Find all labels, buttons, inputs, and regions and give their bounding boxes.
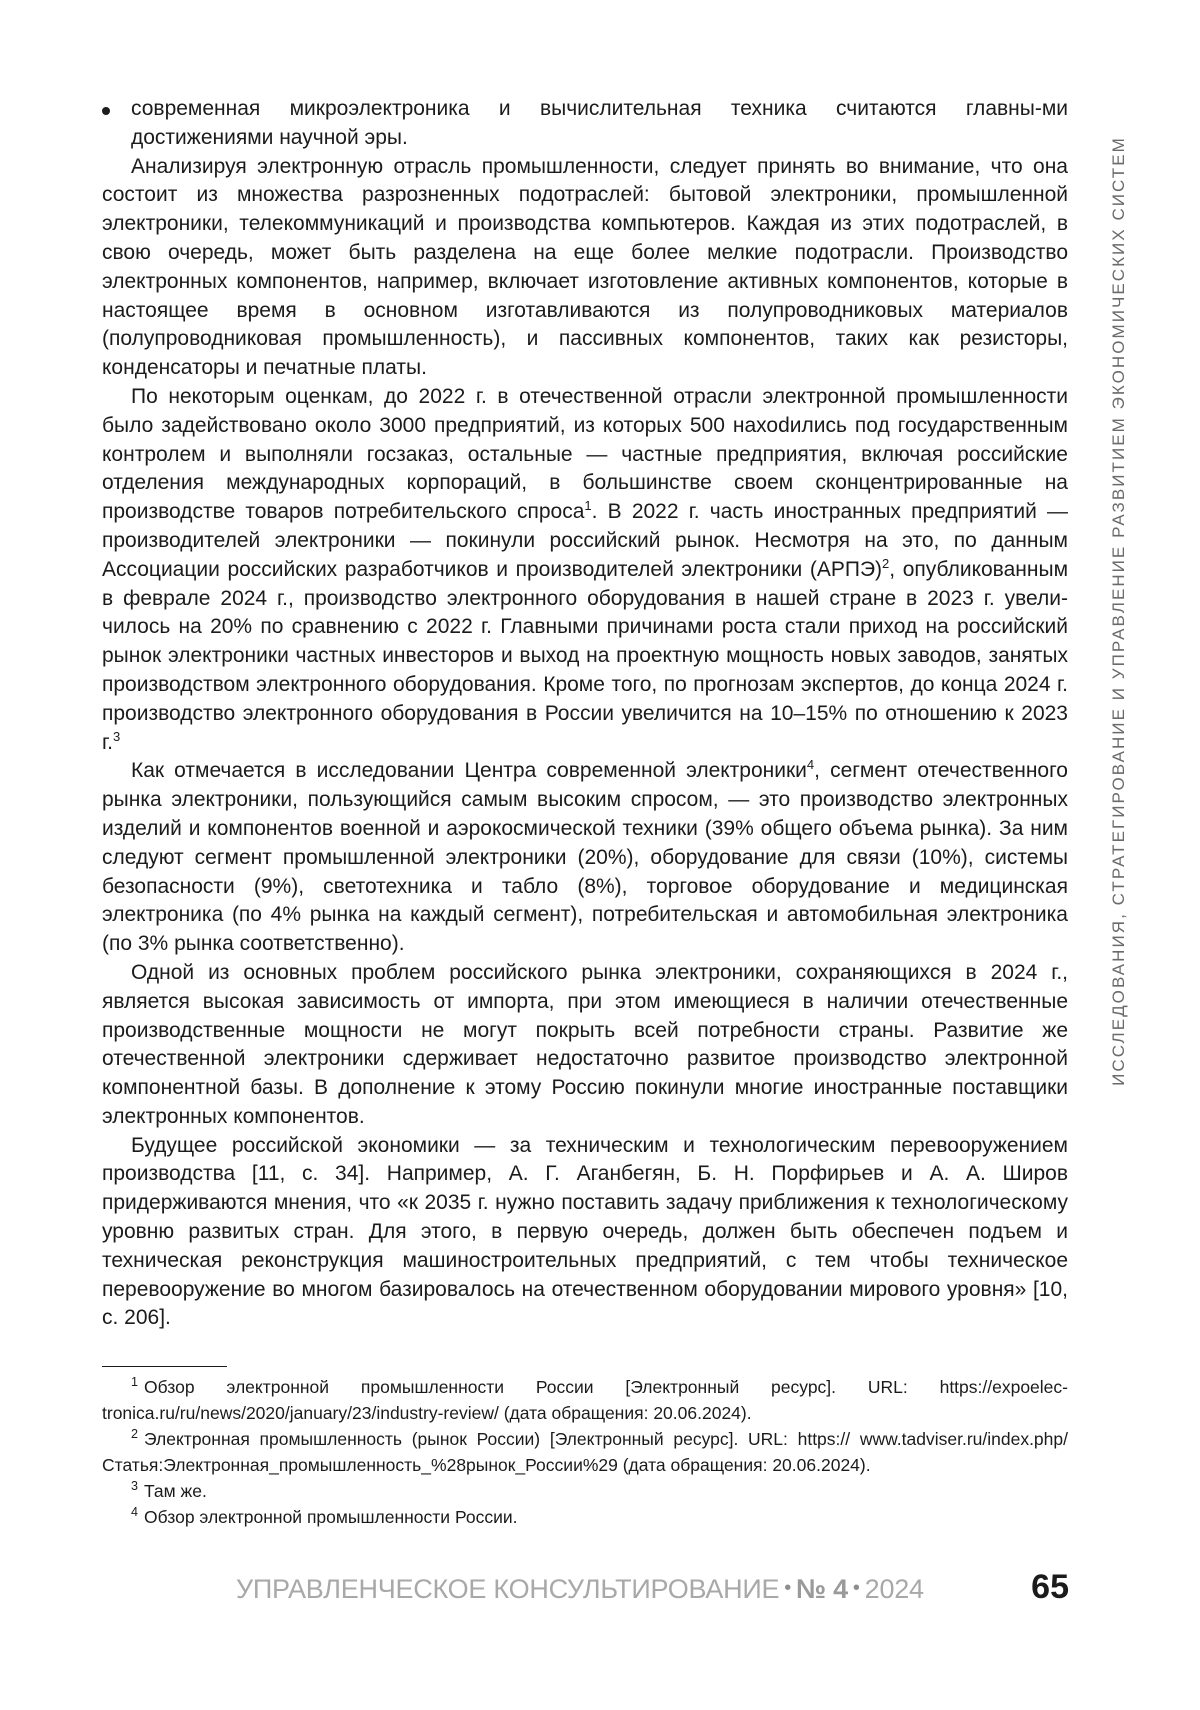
paragraph-2-text-a: По некоторым оценкам, до 2022 г. в отечественной отрасли электронной промышленности было задействовано около 3000 предприятий, из которых 500 нахоdились под государственным контролем и выполняли госзаказ, остальные — частные предприятия, включая российские отделения международных корпораций, в большинстве своем сконцентрированные на производстве товаров потребительского спроса: [102, 384, 1068, 524]
paragraph-2: [102, 383, 1068, 757]
separator-dot: •: [784, 1577, 792, 1599]
paragraph-4: Одной из основных проблем российского рынка электроники, сохраняющихся в 2024 г., является высокая зависимость от импорта, при этом имеющиеся в наличии отечественные производственные мощности не могут покрыть всей потребности страны. Развитие же отечественной электроники сдерживает недостаточно развитое производство электронной компонентной базы. В дополнение к этому Россию покинули многие иностранные поставщики электронных компонентов.: [102, 960, 1068, 1128]
issue-year: 2024: [864, 1574, 924, 1604]
bullet-text: современная микроэлектроника и вычислительная техника считаются главны-ми достижениями научной эры.: [131, 97, 1068, 149]
issue-number: № 4: [796, 1574, 848, 1604]
journal-name: УПРАВЛЕНЧЕСКОЕ КОНСУЛЬТИРОВАНИЕ: [236, 1574, 780, 1604]
footnote-4: [102, 1504, 1068, 1530]
section-title: ИССЛЕДОВАНИЯ, СТРАТЕГИРОВАНИЕ И УПРАВЛЕНИЕ РАЗВИТИЕМ ЭКОНОМИЧЕСКИХ СИСТЕМ: [1109, 136, 1128, 1086]
footnote-text: Обзор электронной промышленности России [Электронный ресурс]. URL: https://expoelectronica.ru/ru/news/2020/january/23/industry-review/ (дата обращения: 20.06.2024).: [102, 1377, 1068, 1423]
footnote-ref-3[interactable]: 3: [112, 728, 121, 744]
paragraph-5: Будущее российской экономики — за техническим и технологическим перевооружением производства [11, с. 34]. Например, А. Г. Аганбегян, Б. Н. Порфирьев и А. А. Широв придерживаются мнения, что «к 2035 г. нужно поставить задачу приближения к технологическому уровню развитых стран. Для этого, в первую очередь, должен быть обеспечен подъем и техническая реконструкция машиностроительных предприятий, с тем чтобы техническое перевооружение во многом базировалось на отечественном оборудовании мирового уровня» [10, с. 206].: [102, 1133, 1068, 1330]
paragraph-3: [102, 757, 1068, 959]
footnote-number: 2: [131, 1427, 139, 1442]
journal-title-line: [236, 1574, 924, 1605]
footnote-number: 1: [131, 1375, 139, 1390]
paragraph-1: Анализируя электронную отрасль промышленности, следует принять во внимание, что она состоит из множества разрозненных подотраслей: бытовой электроники, промышленной электроники, телекоммуникаций и производства компьютеров. Каждая из этих подотраслей, в свою очередь, может быть разделена на еще более мелкие подотрасли. Производство электронных компонентов, например, включает изготовление активных компонентов, которые в настоящее время в основном изготавливаются из полупроводниковых материалов (полупроводниковая промышленность), и пассивных компонентов, таких как резисторы, конденсаторы и печатные платы.: [102, 154, 1068, 380]
footnote-text: Электронная промышленность (рынок России) [Электронный ресурс]. URL: https:// www.tadviser.ru/index.php/Статья:Электронная_промышленность_%28рынок_России%29 (дата обращения: 20.06.2024).: [102, 1429, 1068, 1475]
separator-dot: •: [852, 1577, 860, 1599]
bullet-dot-icon: [102, 107, 110, 115]
footnote-ref-1[interactable]: 1: [584, 498, 592, 514]
footnote-number: 3: [131, 1479, 139, 1494]
paragraph-2-text-c: , опубликованным в феврале 2024 г., производство электронного оборудования в нашей стране в 2023 г. увеличилось на 20% по сравнению с 2022 г. Главными причинами роста стали приход на российский рынок электроники частных инвесторов и выход на проектную мощность новых заводов, занятых производством электронного оборудования. Кроме того, по прогнозам экспертов, до конца 2024 г. производство электронного оборудования в России увеличится на 10–15% по отношению к 2023 г.: [102, 557, 1069, 754]
footnote-2: [102, 1426, 1068, 1478]
footnote-ref-2[interactable]: 2: [882, 555, 890, 571]
paragraph-3-text-b: , сегмент отечественного рынка электроники, пользующийся самым высоким спросом, — это производство электронных изделий и компонентов военной и аэрокосмической техники (39% общего объема рынка). За ним следуют сегмент промышленной электроники (20%), оборудование для связи (10%), системы безопасности (9%), светотехника и табло (8%), торговое оборудование и медицинская электроника (по 4% рынка на каждый сегмент), потребительская и автомобильная электроника (по 3% рынка соответственно).: [102, 759, 1068, 956]
footnote-ref-4[interactable]: 4: [806, 757, 815, 773]
footnote-divider: [102, 1366, 227, 1367]
article-body: [102, 95, 1068, 1333]
running-header-vertical: [1106, 100, 1132, 1122]
page-number: 65: [1031, 1568, 1069, 1606]
footnotes: [102, 1374, 1068, 1530]
footnote-1: [102, 1374, 1068, 1426]
footnote-3: [102, 1478, 1068, 1504]
bullet-item: [102, 95, 1068, 153]
footnote-text: Обзор электронной промышленности России.: [144, 1507, 518, 1527]
paragraph-3-text-a: Как отмечается в исследовании Центра современной электроники: [131, 759, 807, 783]
page-footer: [236, 1570, 1069, 1610]
footnote-number: 4: [131, 1505, 139, 1520]
footnote-text: Там же.: [144, 1481, 207, 1501]
paragraph-2-text-b: . В 2022 г. часть иностранных предприятий — производителей электроники — покинули российский рынок. Несмотря на это, по данным Ассоциации российских разработчиков и производителей электроники (АРПЭ): [102, 500, 1068, 581]
